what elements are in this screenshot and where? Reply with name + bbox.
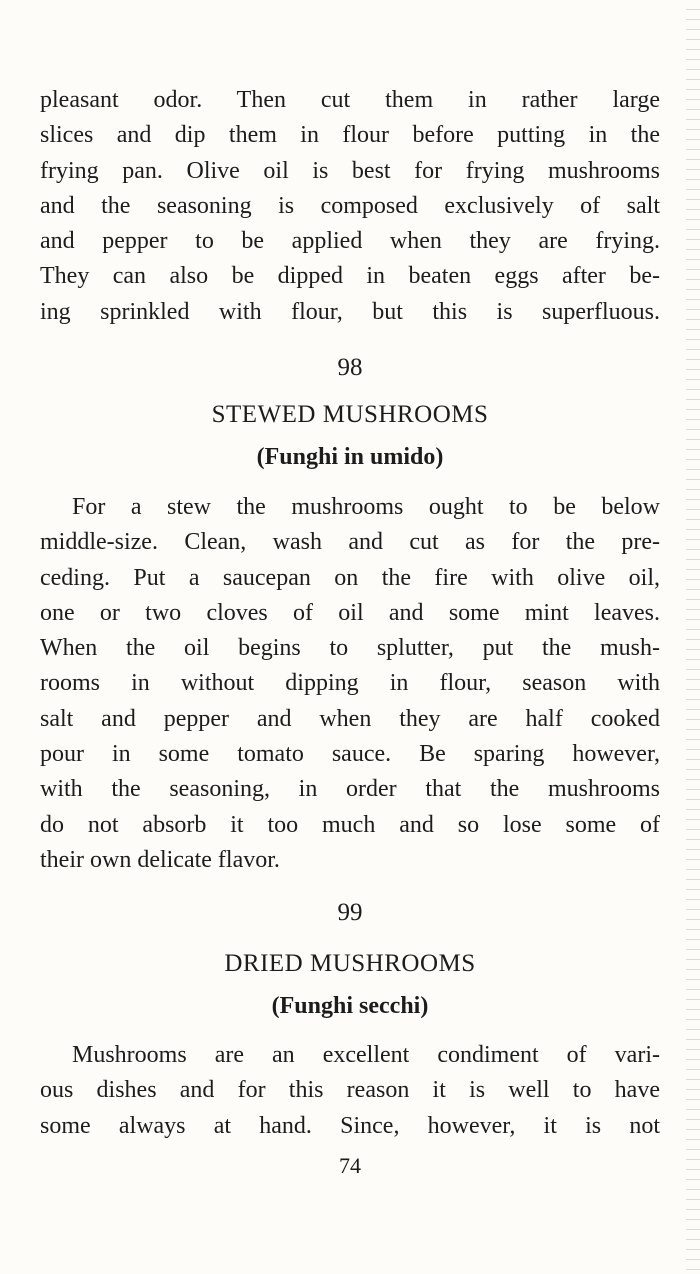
recipe-99-body (40, 1038, 660, 1144)
text-line: frying pan. Olive oil is best for frying mushrooms (40, 157, 660, 184)
text-line: and pepper to be applied when they are frying. (40, 228, 660, 255)
text-line: do not absorb it too much and so lose some of (40, 811, 660, 838)
recipe-subtitle: (Funghi secchi) (271, 993, 429, 1019)
text-line: rooms in without dipping in flour, season with (40, 670, 660, 697)
text-line: When the oil begins to splutter, put the mush- (40, 635, 660, 662)
page-number: 74 (339, 1153, 361, 1178)
recipe-title: DRIED MUSHROOMS (224, 950, 476, 977)
recipe-subtitle: (Funghi in umido) (256, 444, 444, 470)
text-line: middle-size. Clean, wash and cut as for the pre- (40, 529, 660, 556)
recipe-number: 98 (337, 354, 363, 381)
text-line: ceding. Put a saucepan on the fire with olive oil, (40, 564, 660, 591)
text-line: Mushrooms are an excellent condiment of vari- (72, 1042, 660, 1068)
text-line: one or two cloves of oil and some mint leaves. (40, 599, 660, 626)
text-line: They can also be dipped in beaten eggs after be- (40, 263, 660, 290)
recipe-number: 99 (337, 899, 363, 926)
text-line: and the seasoning is composed exclusively of salt (40, 192, 660, 219)
text-line: slices and dip them in flour before putting in the (40, 122, 660, 149)
text-line: with the seasoning, in order that the mushrooms (40, 776, 660, 803)
text-line: pleasant odor. Then cut them in rather large (40, 87, 660, 113)
continued-paragraph (40, 83, 660, 330)
page-edge-scan-artifact (686, 0, 700, 1274)
recipe-title: STEWED MUSHROOMS (211, 401, 489, 428)
text-line: their own delicate flavor. (40, 846, 280, 873)
text-line: ing sprinkled with flour, but this is superfluous. (40, 298, 660, 325)
text-line: ous dishes and for this reason it is well to have (40, 1077, 660, 1104)
recipe-98-body (40, 490, 660, 878)
text-line: some always at hand. Since, however, it is not (40, 1112, 660, 1139)
text-line: For a stew the mushrooms ought to be below (72, 494, 660, 520)
text-line: salt and pepper and when they are half cooked (40, 705, 660, 732)
text-line: pour in some tomato sauce. Be sparing however, (40, 741, 660, 768)
